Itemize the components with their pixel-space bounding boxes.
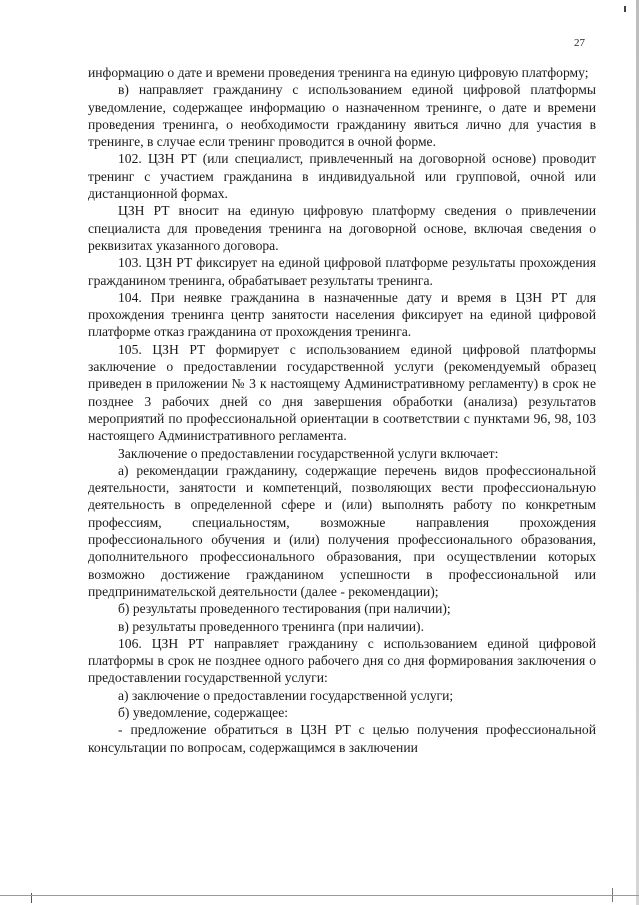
scan-bottom-edge bbox=[0, 895, 639, 896]
paragraph: б) результаты проведенного тестирования (при наличии); bbox=[118, 601, 451, 617]
paragraph: 105. ЦЗН РТ формирует с использованием единой цифровой платформы заключение о предоставлении государственной услуги (рекомендуемый образец приведен в приложении № 3 к настоящему Административному регламенту) в срок не позднее 3 рабочих дней со дня завершения обработки (анализа) результатов мероприятий по профессиональной ориентации в соответствии с пунктами 96, 98, 103 настоящего Административного регламента. bbox=[88, 341, 596, 444]
paragraph: 104. При неявке гражданина в назначенные дату и время в ЦЗН РТ для прохождения тренинга центр занятости населения фиксирует на единой цифровой платформе отказ гражданина от прохождения тренинга. bbox=[88, 289, 596, 340]
paragraph: 102. ЦЗН РТ (или специалист, привлеченный на договорной основе) проводит тренинг с участием гражданина в индивидуальной или групповой, очной или дистанционной формах. bbox=[88, 151, 596, 202]
paragraph: 103. ЦЗН РТ фиксирует на единой цифровой платформе результаты прохождения гражданином тренинга, обрабатывает результаты тренинга. bbox=[88, 255, 596, 288]
paragraph: информацию о дате и времени проведения тренинга на единую цифровую платформу; bbox=[88, 65, 589, 80]
scan-corner-mark bbox=[624, 6, 626, 12]
paragraph: б) уведомление, содержащее: bbox=[118, 704, 289, 720]
document-body bbox=[88, 64, 596, 756]
paragraph: - предложение обратиться в ЦЗН РТ с целью получения профессиональной консультации по вопросам, содержащимся в заключении bbox=[88, 722, 596, 755]
paragraph: а) заключение о предоставлении государственной услуги; bbox=[118, 687, 454, 703]
paragraph: Заключение о предоставлении государственной услуги включает: bbox=[118, 445, 499, 461]
paragraph: ЦЗН РТ вносит на единую цифровую платформу сведения о привлечении специалиста для проведения тренинга на договорной основе, включая сведения о реквизитах указанного договора. bbox=[88, 203, 596, 253]
page-number: 27 bbox=[574, 37, 585, 49]
paragraph: в) направляет гражданину с использованием единой цифровой платформы уведомление, содержащее информацию о назначенном тренинге, о дате и времени проведения тренинга, о необходимости гражданину явиться лично для участия в тренинге, в случае если тренинг проводится в очной форме. bbox=[88, 82, 596, 150]
paragraph: 106. ЦЗН РТ направляет гражданину с использованием единой цифровой платформы в срок не позднее одного рабочего дня со дня формирования заключения о предоставлении государственной услуги: bbox=[88, 635, 596, 686]
paragraph: а) рекомендации гражданину, содержащие перечень видов профессиональной деятельности, занятости и компетенций, позволяющих вести профессиональную деятельность в определенной сфере и (или) выполнять работу по конкретным профессиям, специальностям, возможные направления прохождения профессионального обучения и (или) получения профессионального образования, дополнительного профессионального образования, при осуществлении которых возможно достижение гражданином успешности в профессиональной или предпринимательской деятельности (далее - рекомендации); bbox=[88, 462, 596, 599]
paragraph: в) результаты проведенного тренинга (при наличии). bbox=[118, 618, 424, 634]
